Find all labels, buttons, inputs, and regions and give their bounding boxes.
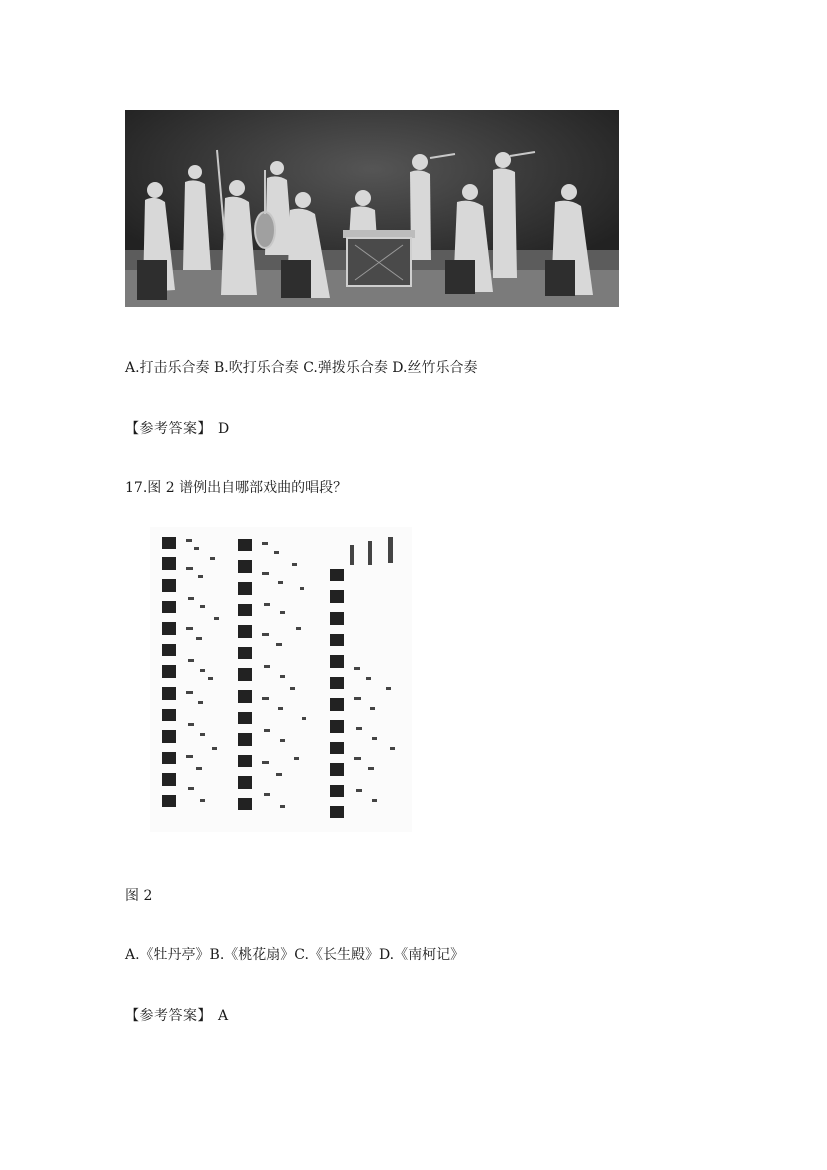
ensemble-photo xyxy=(125,110,619,307)
answer-value: A xyxy=(218,1008,229,1024)
ensemble-photo-graphic xyxy=(125,110,619,307)
answer-value: D xyxy=(218,421,230,437)
question-17-text: 17.图 2 谱例出自哪部戏曲的唱段？ xyxy=(125,480,348,496)
answer-label: 【参考答案】 xyxy=(125,421,212,437)
score-figure-graphic xyxy=(150,527,412,832)
score-figure xyxy=(150,527,412,832)
question-17-answer xyxy=(125,1006,228,1026)
question-17-options: A.《牡丹亭》B.《桃花扇》C.《长生殿》D.《南柯记》 xyxy=(125,947,465,963)
figure-caption: 图 2 xyxy=(125,888,153,904)
answer-label: 【参考答案】 xyxy=(125,1008,212,1024)
question-16-options: A.打击乐合奏 B.吹打乐合奏 C.弹拨乐合奏 D.丝竹乐合奏 xyxy=(125,360,478,376)
question-16-answer xyxy=(125,419,229,439)
